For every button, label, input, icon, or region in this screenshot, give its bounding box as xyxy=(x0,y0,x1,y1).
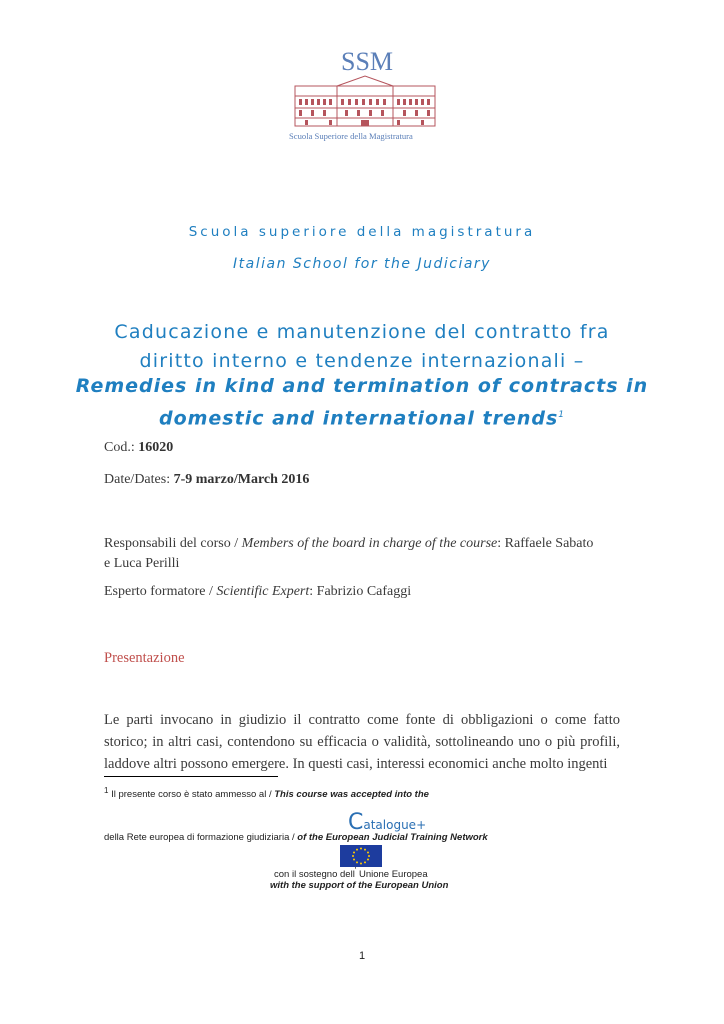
footnote-line2-it: della Rete europea di formazione giudiziaria / xyxy=(104,832,298,843)
footnote-line3-a: con il sostegno dell xyxy=(274,869,355,881)
school-name-english: Italian School for the Judiciary xyxy=(233,256,491,272)
scientific-expert xyxy=(104,584,411,600)
expert-label-it: Esperto formatore / xyxy=(104,584,217,599)
logo-acronym: SSM xyxy=(341,47,394,76)
catalogue-c: C xyxy=(348,810,364,835)
course-responsible xyxy=(104,534,624,574)
footnote-number: 1 xyxy=(104,786,109,795)
course-code xyxy=(104,440,173,456)
footnote-line2-en: of the European Judicial Training Network xyxy=(297,832,488,843)
footnote-reference[interactable]: 1 xyxy=(558,410,566,420)
page-number: 1 xyxy=(358,950,366,962)
school-name-italian: Scuola superiore della magistratura xyxy=(188,224,536,240)
ssm-building-logo-icon xyxy=(285,42,445,142)
section-heading-presentazione: Presentazione xyxy=(104,650,185,666)
responsible-names: : Raffaele Sabato xyxy=(497,536,594,551)
eu-flag-icon xyxy=(340,845,382,867)
expert-name: : Fabrizio Cafaggi xyxy=(309,584,412,599)
footnote-line1-en: This course was accepted into the xyxy=(274,789,429,801)
eu-stars-icon xyxy=(340,845,382,867)
responsible-line-1 xyxy=(104,534,624,554)
footnote-line3-b: Unione Europea xyxy=(356,869,428,881)
catalogue-text: atalogue+ xyxy=(363,818,427,832)
title-en-line-1: Remedies in kind and termination of contracts in xyxy=(75,375,649,397)
course-title-italian xyxy=(60,318,664,376)
footnote-line-4: with the support of the European Union xyxy=(270,880,449,891)
title-en-line-2-wrap xyxy=(60,401,664,433)
footnote-line1-it: Il presente corso è stato ammesso al / xyxy=(108,789,275,801)
footnote-line-1 xyxy=(104,786,429,800)
footnote-line-2 xyxy=(104,832,488,843)
title-it-line-2: diritto interno e tendenze internazionali – xyxy=(139,350,585,372)
dates-value: 7-9 marzo/March 2016 xyxy=(173,472,310,487)
responsible-label-it: Responsabili del corso / xyxy=(104,536,242,551)
expert-label-en: Scientific Expert xyxy=(216,584,310,599)
footnote-separator xyxy=(104,776,278,777)
logo-caption: Scuola Superiore della Magistratura xyxy=(289,131,413,141)
code-label: Cod.: xyxy=(104,440,139,455)
ssm-logo xyxy=(285,42,445,142)
presentation-paragraph: Le parti invocano in giudizio il contratto come fonte di obbligazioni o come fatto storico; in altri casi, contendono su efficacia o validità, sottolineando uno o più profili, laddove altri possono emergere. In questi casi, interessi economici anche molto ingenti xyxy=(104,712,620,772)
dates-label: Date/Dates: xyxy=(104,472,174,487)
title-it-line-1: Caducazione e manutenzione del contratto fra xyxy=(114,321,610,343)
title-en-line-2: domestic and international trends xyxy=(158,407,559,430)
course-dates xyxy=(104,472,309,488)
code-value: 16020 xyxy=(138,440,174,455)
catalogue-plus-logo xyxy=(348,812,440,834)
responsible-line-2: e Luca Perilli xyxy=(104,556,180,571)
footnote-line-3 xyxy=(274,866,428,880)
responsible-label-en: Members of the board in charge of the course xyxy=(241,536,498,551)
footnote-line3-mark: ' xyxy=(354,866,357,875)
course-title-english xyxy=(60,372,664,433)
